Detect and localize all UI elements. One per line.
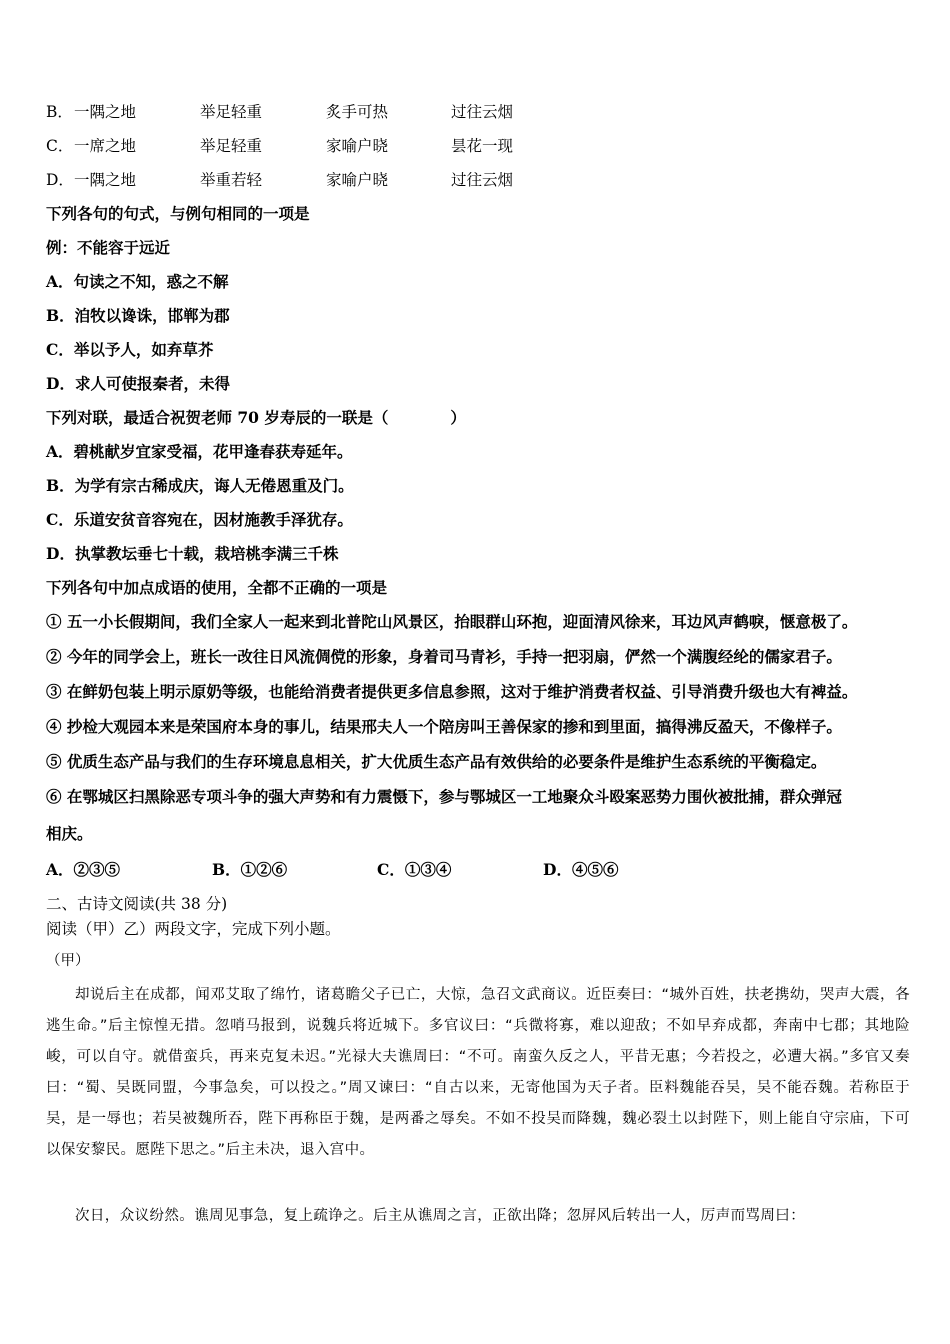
option-c: C．举以予人，如弃草芥 — [46, 340, 214, 359]
option-letter: C． — [46, 137, 74, 155]
option-item: 一隅之地 — [74, 103, 137, 121]
option-item: 一隅之地 — [74, 171, 137, 189]
idiom-sentence-6: ⑥ 在鄂城区扫黑除恶专项斗争的强大声势和有力震慑下，参与鄂城区一工地聚众斗殴案恶势力围伙被批捕，群众弹冠 — [46, 787, 842, 806]
option-a: A．句读之不知，惑之不解 — [46, 272, 229, 291]
question-stem: 下列对联，最适合祝贺老师 70 岁寿辰的一联是（ ） — [46, 408, 466, 427]
option-item: 炙手可热 — [326, 103, 389, 121]
option-d: D．求人可使报秦者，未得 — [46, 374, 230, 393]
option-b: B．为学有宗古稀成庆，诲人无倦恩重及门。 — [46, 476, 354, 495]
option-item: 举足轻重 — [200, 103, 263, 121]
option-c: C．①③④ — [377, 860, 452, 879]
option-c: C．乐道安贫音容宛在，因材施教手泽犹存。 — [46, 510, 353, 529]
option-d: D．执掌教坛垂七十载，栽培桃李满三千株 — [46, 544, 339, 563]
option-item: 一席之地 — [74, 137, 137, 155]
option-d: D．④⑤⑥ — [543, 860, 619, 879]
option-item: 举足轻重 — [200, 137, 263, 155]
passage-paragraph-2: 次日，众议纷然。谯周见事急，复上疏诤之。后主从谯周之言，正欲出降；忽屏风后转出一人，厉声而骂周曰： — [75, 1208, 806, 1224]
passage-paragraph-1: 却说后主在成都，闻邓艾取了绵竹，诸葛瞻父子已亡，大惊，急召文武商议。近臣奏曰：“城外百姓，扶老携幼，哭声大震，各逃生命。”后主惊惶无措。忽哨马报到，说魏兵将近城下。多官议曰：“兵微将寡，难以迎敌；不如早弃成都，奔南中七郡；其地险峻，可以自守。就借蛮兵，再来克复未迟。”光禄大夫谯周曰：“不可。南蛮久反之人，平昔无惠；今若投之，必遭大祸。”多官又奏曰：“蜀、吴既同盟，今事急矣，可以投之。”周又谏曰：“自古以来，无寄他国为天子者。臣料魏能吞吴，吴不能吞魏。若称臣于吴，是一辱也；若吴被魏所吞，陛下再称臣于魏，是两番之辱矣。不如不投吴而降魏，魏必裂土以封陛下，则上能自守宗庙，下可以保安黎民。愿陛下思之。”后主未决，退入宫中。 — [46, 987, 910, 1158]
question-stem: 下列各句中加点成语的使用，全都不正确的一项是 — [46, 578, 388, 597]
option-a: A．碧桃献岁宜家受福，花甲逢春获寿延年。 — [46, 442, 353, 461]
option-b: B．①②⑥ — [212, 860, 288, 879]
idiom-sentence-3: ③ 在鲜奶包装上明示原奶等级，也能给消费者提供更多信息参照，这对于维护消费者权益、引导消费升级也大有裨益。 — [46, 682, 858, 701]
option-letter: B． — [46, 103, 73, 121]
option-letter: D． — [46, 171, 74, 189]
option-b: B．洎牧以谗诛，邯郸为郡 — [46, 306, 230, 325]
section-heading: 二、古诗文阅读(共 38 分) — [46, 895, 228, 913]
reading-instruction: 阅读（甲）乙）两段文字，完成下列小题。 — [46, 920, 341, 938]
idiom-sentence-5: ⑤ 优质生态产品与我们的生存环境息息相关，扩大优质生态产品有效供给的必要条件是维护生态系统的平衡稳定。 — [46, 752, 827, 771]
question-stem: 下列各句的句式，与例句相同的一项是 — [46, 204, 310, 223]
idiom-sentence-4: ④ 抄检大观园本来是荣国府本身的事儿，结果邢夫人一个陪房叫王善保家的掺和到里面，搞得沸反盈天，不像样子。 — [46, 717, 842, 736]
option-item: 家喻户晓 — [326, 171, 389, 189]
option-item: 昙花一现 — [451, 137, 514, 155]
option-item: 过往云烟 — [451, 171, 514, 189]
passage-label: （甲） — [46, 953, 90, 969]
option-item: 过往云烟 — [451, 103, 514, 121]
example-sentence: 例：不能容于远近 — [46, 238, 171, 257]
option-a: A．②③⑤ — [46, 860, 121, 879]
idiom-sentence-1: ① 五一小长假期间，我们全家人一起来到北普陀山风景区，抬眼群山环抱，迎面清风徐来，耳边风声鹤唳，惬意极了。 — [46, 612, 858, 631]
option-item: 家喻户晓 — [326, 137, 389, 155]
idiom-sentence-6-cont: 相庆。 — [46, 824, 93, 843]
option-item: 举重若轻 — [200, 171, 263, 189]
idiom-sentence-2: ② 今年的同学会上，班长一改往日风流倜傥的形象，身着司马青衫，手持一把羽扇，俨然一个满腹经纶的儒家君子。 — [46, 647, 842, 666]
